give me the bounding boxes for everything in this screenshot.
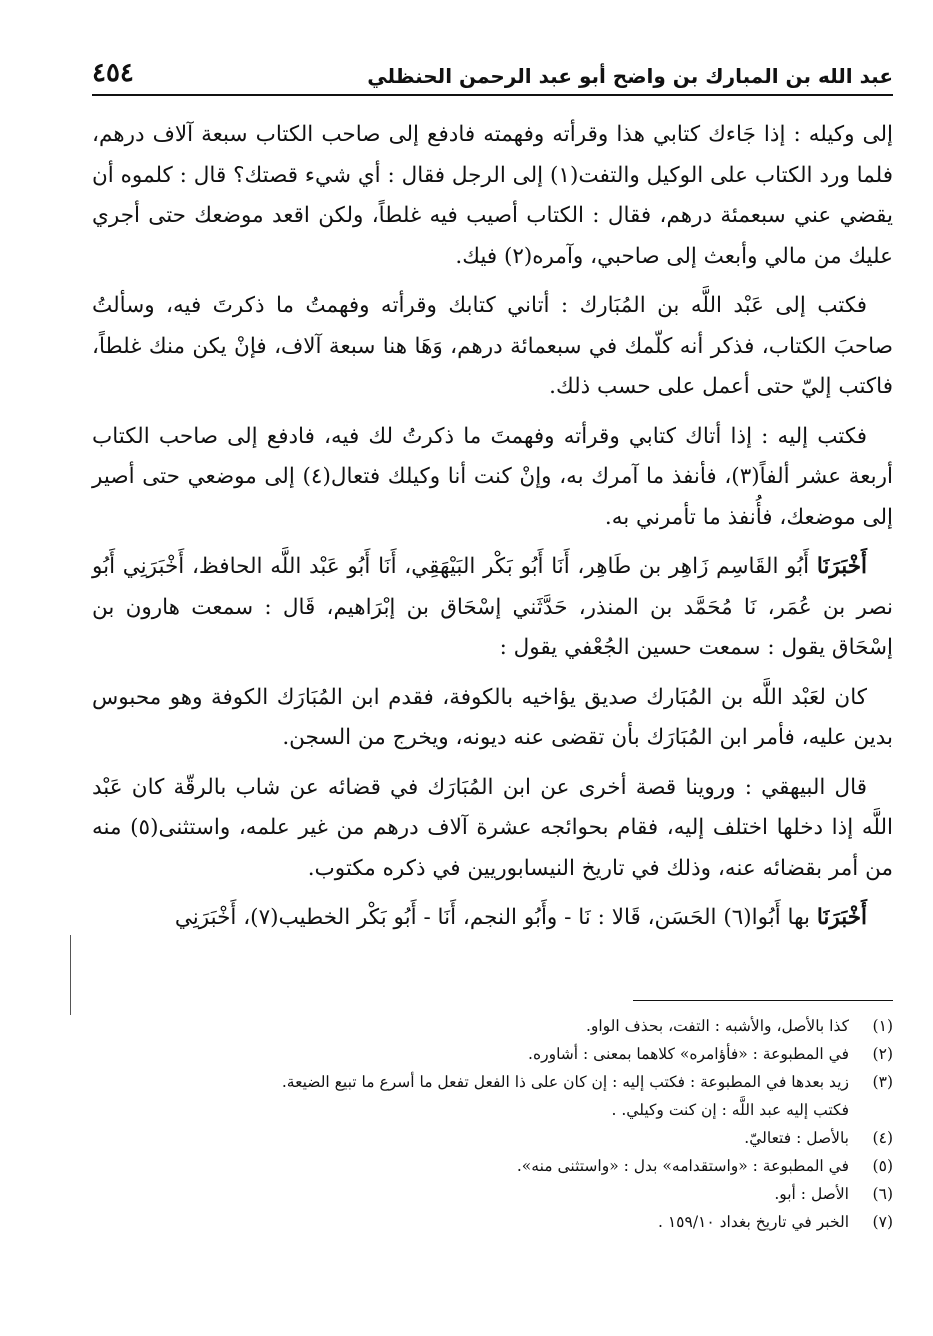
page-number: ٤٥٤ — [92, 58, 134, 88]
margin-line — [70, 935, 71, 1015]
paragraph — [92, 547, 893, 669]
footnote-divider — [633, 1000, 893, 1001]
footnote-text: الخبر في تاريخ بغداد ١٥٩/١٠ . — [658, 1213, 849, 1231]
footnote — [92, 1124, 893, 1152]
footnote-text: فكتب إليه عبد اللَّه : إن كنت وكيلي. . — [611, 1101, 849, 1119]
running-title: عبد الله بن المبارك بن واضح أبو عبد الرحمن الحنظلي — [367, 64, 893, 88]
paragraph — [92, 898, 893, 939]
main-text — [92, 115, 893, 948]
footnotes — [92, 1012, 893, 1236]
paragraph: فكتب إلى عَبْد اللَّه بن المُبَارك : أتاني كتابك وقرأته وفهمتُ ما ذكرتَ فيه، وسألتُ صاحبَ الكتاب، فذكر أنه كلّمك في سبعمائة درهم، وَهَا هنا سبعة آلاف، فإنْ يكن منك غلطاً، فاكتب إليّ حتى أعمل على حسب ذلك. — [92, 293, 893, 399]
footnote-number: (٣) — [872, 1073, 893, 1091]
isnad-lead: أَخْبَرَنَا — [816, 554, 867, 579]
isnad-lead: أَخْبَرَنَا — [816, 905, 867, 930]
page-header — [92, 44, 893, 96]
footnote — [92, 1012, 893, 1040]
footnote — [92, 1208, 893, 1236]
footnote-text: في المطبوعة : «فأؤامره» كلاهما بمعنى : أشاوره. — [528, 1045, 849, 1063]
footnote-number: (٧) — [872, 1213, 893, 1231]
footnote-text: زيد بعدها في المطبوعة : فكتب إليه : إن كان على ذا الفعل تفعل ما أسرع ما تبيع الضيعة. — [281, 1073, 849, 1091]
footnote-number: (٥) — [872, 1157, 893, 1175]
footnote-text: كذا بالأصل، والأشبه : التفت، بحذف الواو. — [585, 1017, 849, 1035]
paragraph: فكتب إليه : إذا أتاك كتابي وقرأته وفهمتَ ما ذكرتُ لك فيه، فادفع إلى صاحب الكتاب أربعة عشر ألفاً(٣)، فأنفذ ما آمرك به، وإنْ كنت أنا وكيلك فتعال(٤) إلى موضعي حتى أصير إلى موضعك، فأُنفذ ما تأمرني به. — [92, 423, 893, 530]
footnote — [92, 1152, 893, 1180]
footnote-text: الأصل : أبو. — [774, 1185, 849, 1203]
footnote — [92, 1040, 893, 1068]
footnote-continuation — [92, 1096, 893, 1124]
paragraph: قال البيهقي : وروينا قصة أخرى عن ابن المُبَارَك في قضائه عن شاب بالرقّة كان عَبْد اللَّه إذا دخلها اختلف إليه، فقام بحوائجه عشرة آلاف درهم من غير علمه، واستثنى(٥) منه من أمر بقضائه عنه، وذلك في تاريخ النيسابوريين في ذكره مكتوب. — [92, 774, 893, 881]
isnad-text: بها أَبُوا(٦) الحَسَن، قَالا : نَا - وأَبُو النجم، أَنَا - أَبُو بَكْر الخطيب(٧)، أَخْبَرَنِي — [174, 905, 817, 930]
isnad-text: أَبُو القَاسِم زَاهِر بن طَاهِر، أَنَا أَبُو بَكْر البَيْهَقِي، أَنَا أَبُو عَبْد اللَّه الحافظ، أَخْبَرَنِي أَبُو نصر بن عُمَر، نَا مُحَمَّد بن المنذر، حَدَّثَني إسْحَاق بن إبْرَاهيم، قَال : سمعت هارون بن إسْحَاق يقول : سمعت حسين الجُعْفي يقول : — [92, 554, 893, 660]
footnote-text: في المطبوعة : «واستقدامه» بدل : «واستثنى منه». — [516, 1157, 849, 1175]
footnote-number: (٢) — [872, 1045, 893, 1063]
footnote-number: (٤) — [872, 1129, 893, 1147]
paragraph: إلى وكيله : إذا جَاءك كتابي هذا وقرأته وفهمته فادفع إلى صاحب الكتاب سبعة آلاف درهم، فلما ورد الكتاب على الوكيل والتفت(١) إلى الرجل فقال : أي شيء قصتك؟ قال : كلموه أن يقضي عني سبعمئة درهم، فقال : الكتاب أصيب فيه غلطاً، ولكن اقعد موضعك حتى أجري عليك من مالي وأبعث إلى صاحبي، وآمره(٢) فيك. — [92, 122, 893, 269]
footnote-text: بالأصل : فتعاليّ. — [744, 1129, 849, 1147]
footnote — [92, 1180, 893, 1208]
footnote — [92, 1068, 893, 1096]
footnote-number: (١) — [872, 1017, 893, 1035]
paragraph: كان لعَبْد اللَّه بن المُبَارك صديق يؤاخيه بالكوفة، فقدم ابن المُبَارَك الكوفة وهو محبوس بدين عليه، فأمر ابن المُبَارَك بأن تقضى عنه ديونه، ويخرج من السجن. — [92, 684, 893, 750]
footnote-number: (٦) — [872, 1185, 893, 1203]
